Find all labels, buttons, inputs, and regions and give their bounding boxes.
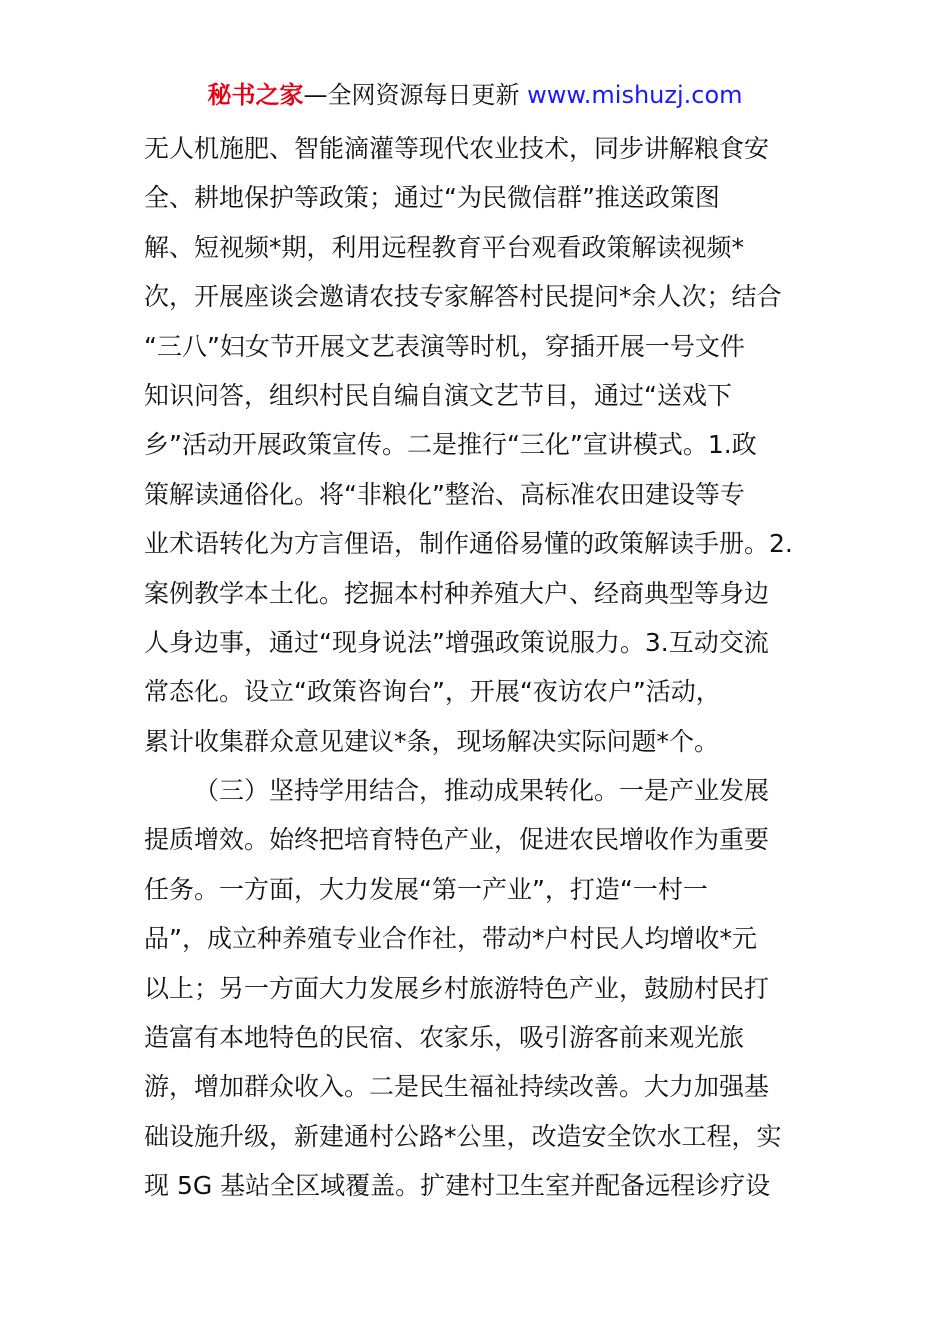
text-line: 无人机施肥、智能滴灌等现代农业技术，同步讲解粮食安 [144, 134, 770, 163]
text-line: 次，开展座谈会邀请农技专家解答村民提问*余人次；结合 [144, 282, 782, 312]
text-line: 人身边事，通过“现身说法”增强政策说服力。3.互动交流 [144, 627, 769, 657]
text-line: 础设施升级，新建通村公路*公里，改造安全饮水工程，实 [144, 1121, 782, 1151]
text-line: 累计收集群众意见建议*条，现场解决实际问题*个。 [144, 726, 720, 756]
text-line: 现 5G 基站全区域覆盖。扩建村卫生室并配备远程诊疗设 [144, 1171, 771, 1201]
text-line: 任务。一方面，大力发展“第一产业”，打造“一村一 [144, 874, 708, 904]
text-line: 知识问答，组织村民自编自演文艺节目，通过“送戏下 [144, 380, 732, 410]
text-line: 游，增加群众收入。二是民生福祉持续改善。大力加强基 [144, 1072, 770, 1102]
text-line: 提质增效。始终把培育特色产业，促进农民增收作为重要 [144, 825, 770, 855]
text-line: 乡”活动开展政策宣传。二是推行“三化”宣讲模式。1.政 [144, 430, 757, 460]
site-url-link[interactable]: www.mishuzj.com [527, 81, 743, 109]
text-line: 解、短视频*期，利用远程教育平台观看政策解读视频* [144, 232, 745, 262]
site-brand: 秘书之家 [207, 81, 304, 109]
site-tagline: —全网资源每日更新 [303, 81, 528, 109]
text-line: 品”，成立种养殖专业合作社，带动*户村民人均增收*元 [144, 924, 757, 954]
document-body [144, 124, 808, 1211]
text-line: 以上；另一方面大力发展乡村旅游特色产业，鼓励村民打 [144, 973, 770, 1003]
section-heading-line: （三）坚持学用结合，推动成果转化。一是产业发展 [194, 776, 770, 806]
text-line: “三八”妇女节开展文艺表演等时机，穿插开展一号文件 [144, 331, 745, 361]
text-line: 全、耕地保护等政策；通过“为民微信群”推送政策图 [144, 183, 720, 213]
text-line: 案例教学本土化。挖掘本村种养殖大户、经商典型等身边 [144, 578, 770, 608]
text-line: 常态化。设立“政策咨询台”，开展“夜访农户”活动， [144, 677, 721, 707]
site-header [0, 78, 950, 112]
text-line: 策解读通俗化。将“非粮化”整治、高标准农田建设等专 [144, 479, 745, 509]
text-line: 业术语转化为方言俚语，制作通俗易懂的政策解读手册。2. [144, 529, 793, 559]
text-line: 造富有本地特色的民宿、农家乐，吸引游客前来观光旅 [144, 1023, 745, 1053]
